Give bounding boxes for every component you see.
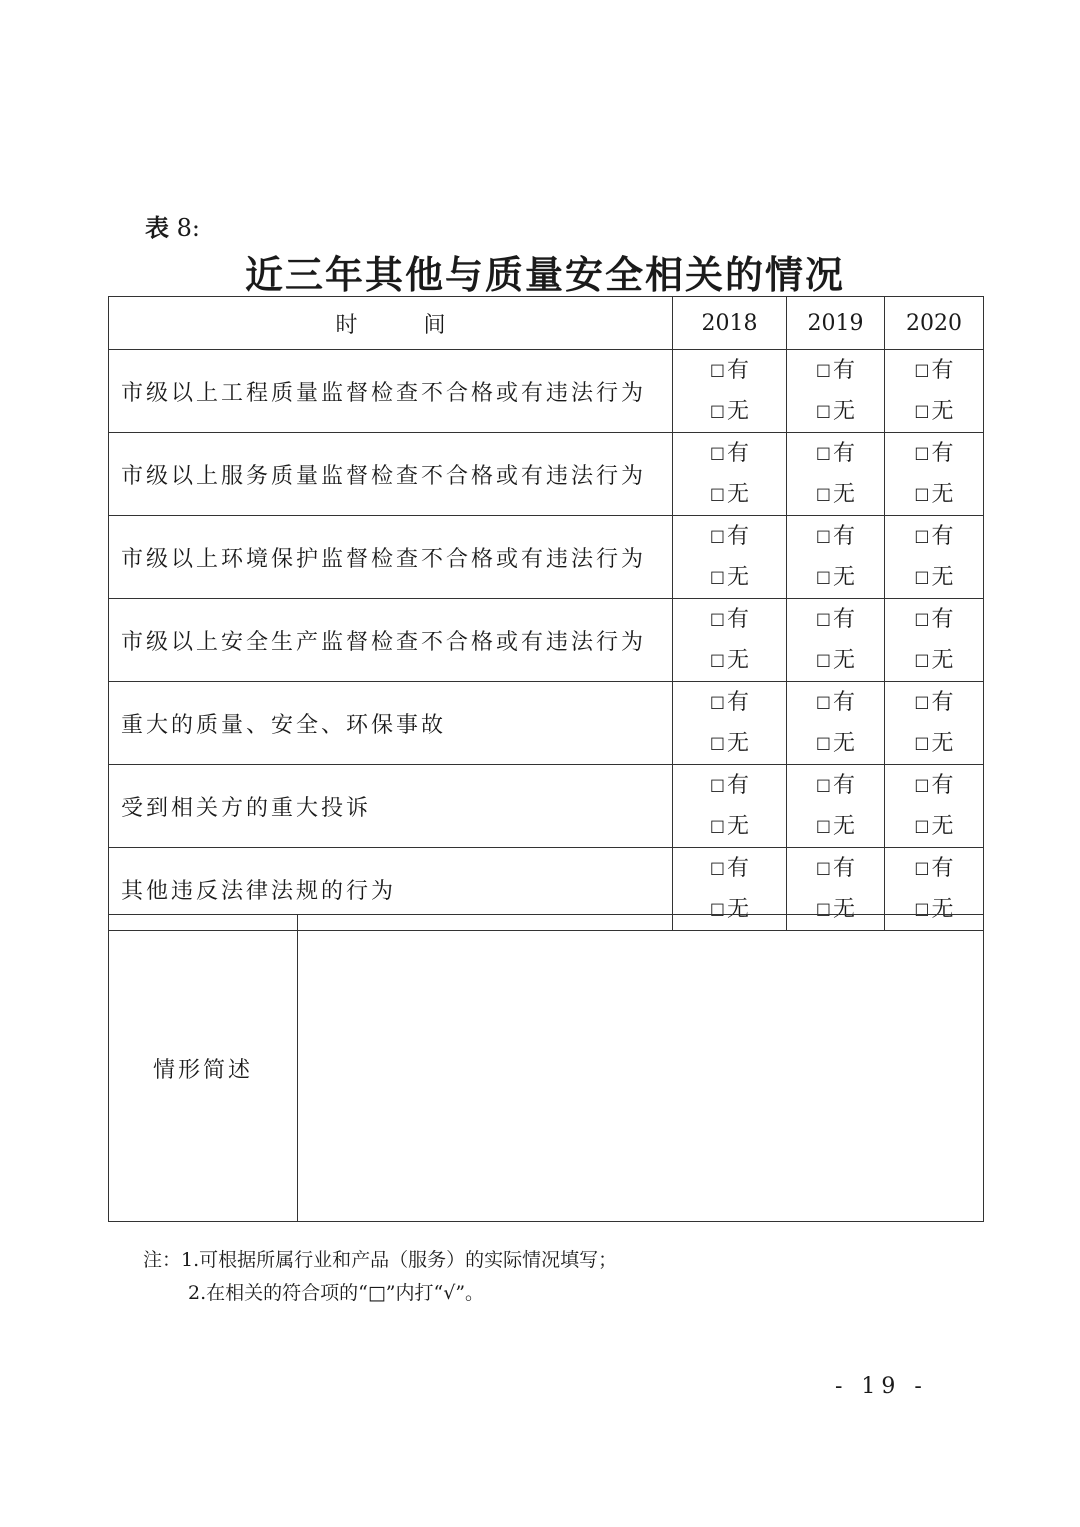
option-yes-label: 有: [833, 358, 856, 383]
option-no[interactable]: [787, 474, 884, 515]
checkbox-icon[interactable]: □: [815, 692, 832, 711]
header-year-2018: 2018: [673, 297, 787, 350]
option-no-label: 无: [833, 814, 856, 839]
option-yes[interactable]: [885, 516, 983, 557]
checkbox-icon[interactable]: □: [815, 526, 832, 545]
option-cell-2018: [673, 765, 787, 848]
option-no[interactable]: [787, 640, 884, 681]
option-cell-2019: [787, 433, 885, 516]
option-yes[interactable]: [885, 350, 983, 391]
checkbox-icon[interactable]: □: [914, 526, 930, 545]
option-cell-2020: [885, 599, 984, 682]
header-time-char-1: 时: [335, 312, 358, 338]
option-yes[interactable]: [673, 848, 786, 889]
checkbox-icon[interactable]: □: [709, 899, 726, 918]
option-yes[interactable]: [787, 848, 884, 889]
option-no-label: 无: [727, 482, 750, 507]
option-yes-label: 有: [931, 524, 954, 549]
checkbox-icon[interactable]: □: [914, 609, 930, 628]
option-yes-label: 有: [833, 441, 856, 466]
checkbox-icon[interactable]: □: [815, 816, 832, 835]
option-yes-label: 有: [931, 607, 954, 632]
table-label-prefix: 表: [145, 214, 169, 242]
option-no[interactable]: [673, 806, 786, 847]
table-row: [109, 765, 984, 848]
checkbox-icon[interactable]: □: [815, 484, 832, 503]
option-no-label: 无: [931, 482, 954, 507]
option-cell-2019: [787, 599, 885, 682]
option-no[interactable]: [787, 391, 884, 432]
option-yes-label: 有: [833, 607, 856, 632]
option-no[interactable]: [787, 557, 884, 598]
option-cell-2020: [885, 516, 984, 599]
checkbox-icon[interactable]: □: [914, 816, 930, 835]
checkbox-icon[interactable]: □: [914, 484, 930, 503]
option-yes-label: 有: [727, 856, 750, 881]
header-row: [109, 297, 984, 350]
option-no-label: 无: [727, 399, 750, 424]
option-yes-label: 有: [833, 856, 856, 881]
option-yes-label: 有: [931, 441, 954, 466]
option-cell-2018: [673, 682, 787, 765]
option-cell-2018: [673, 516, 787, 599]
option-cell-2018: [673, 433, 787, 516]
option-no-label: 无: [833, 399, 856, 424]
option-yes[interactable]: [673, 765, 786, 806]
header-time-char-2: 间: [423, 312, 446, 338]
checkbox-icon[interactable]: □: [815, 733, 832, 752]
table-row: [109, 682, 984, 765]
checkbox-icon[interactable]: □: [709, 858, 726, 877]
checkbox-icon[interactable]: □: [709, 816, 726, 835]
description-table: [108, 914, 984, 1222]
option-yes[interactable]: [673, 682, 786, 723]
option-cell-2018: [673, 350, 787, 433]
option-yes-label: 有: [833, 524, 856, 549]
checkbox-icon[interactable]: □: [914, 443, 930, 462]
option-no[interactable]: [885, 806, 983, 847]
checkbox-icon[interactable]: □: [709, 484, 726, 503]
item-label: 其他违反法律法规的行为: [109, 848, 673, 931]
table-label: [145, 208, 200, 243]
notes: [143, 1244, 617, 1310]
checkbox-icon[interactable]: □: [815, 567, 832, 586]
table-row: [109, 599, 984, 682]
option-no[interactable]: [787, 723, 884, 764]
option-cell-2020: [885, 765, 984, 848]
checkbox-icon[interactable]: □: [914, 401, 930, 420]
option-yes[interactable]: [885, 682, 983, 723]
note-line-1: 注：1.可根据所属行业和产品（服务）的实际情况填写；: [143, 1249, 618, 1271]
header-year-2020: 2020: [885, 297, 984, 350]
option-no-label: 无: [931, 897, 954, 922]
checkbox-icon[interactable]: □: [914, 692, 930, 711]
option-no-label: 无: [727, 731, 750, 756]
checkbox-icon[interactable]: □: [709, 567, 726, 586]
option-yes-label: 有: [727, 524, 750, 549]
option-cell-2020: [885, 682, 984, 765]
option-no[interactable]: [885, 474, 983, 515]
option-no-label: 无: [931, 565, 954, 590]
item-label: 重大的质量、安全、环保事故: [109, 682, 673, 765]
option-no-label: 无: [727, 648, 750, 673]
option-yes-label: 有: [727, 607, 750, 632]
item-label: 市级以上环境保护监督检查不合格或有违法行为: [109, 516, 673, 599]
option-cell-2020: [885, 433, 984, 516]
checkbox-icon[interactable]: □: [914, 899, 930, 918]
option-no[interactable]: [673, 640, 786, 681]
checkbox-icon[interactable]: □: [815, 899, 832, 918]
option-yes-label: 有: [931, 773, 954, 798]
option-yes[interactable]: [787, 682, 884, 723]
checkbox-icon[interactable]: □: [914, 858, 930, 877]
item-label: 市级以上安全生产监督检查不合格或有违法行为: [109, 599, 673, 682]
checkbox-icon[interactable]: □: [709, 733, 726, 752]
item-label: 市级以上工程质量监督检查不合格或有违法行为: [109, 350, 673, 433]
option-yes[interactable]: [673, 516, 786, 557]
option-yes-label: 有: [727, 358, 750, 383]
checkbox-icon[interactable]: □: [709, 775, 726, 794]
checkbox-icon[interactable]: □: [815, 650, 832, 669]
option-yes[interactable]: [673, 433, 786, 474]
option-no[interactable]: [885, 391, 983, 432]
header-time: [109, 297, 673, 350]
checkbox-icon[interactable]: □: [709, 609, 726, 628]
option-no-label: 无: [833, 897, 856, 922]
option-yes[interactable]: [787, 350, 884, 391]
checkbox-icon[interactable]: □: [709, 526, 726, 545]
option-cell-2020: [885, 350, 984, 433]
option-no-label: 无: [727, 897, 750, 922]
checkbox-icon[interactable]: □: [709, 360, 726, 379]
page-title: 近三年其他与质量安全相关的情况: [244, 253, 845, 297]
option-yes[interactable]: [787, 599, 884, 640]
checkbox-icon[interactable]: □: [709, 401, 726, 420]
option-yes[interactable]: [885, 848, 983, 889]
option-yes[interactable]: [885, 433, 983, 474]
checkbox-icon[interactable]: □: [709, 692, 726, 711]
note-line-2: 2.在相关的符合项的“□”内打“√”。: [188, 1282, 485, 1304]
option-no-label: 无: [833, 648, 856, 673]
option-no-label: 无: [833, 482, 856, 507]
option-yes[interactable]: [787, 516, 884, 557]
checkbox-icon[interactable]: □: [914, 733, 930, 752]
header-year-2019: 2019: [787, 297, 885, 350]
option-cell-2019: [787, 765, 885, 848]
option-yes-label: 有: [931, 690, 954, 715]
option-no[interactable]: [885, 640, 983, 681]
table-row: [109, 516, 984, 599]
checkbox-icon[interactable]: □: [914, 650, 930, 669]
option-yes-label: 有: [727, 441, 750, 466]
table-label-number: 8:: [169, 214, 200, 242]
description-label: 情形简述: [109, 915, 298, 1222]
option-yes-label: 有: [833, 773, 856, 798]
option-yes[interactable]: [673, 599, 786, 640]
option-no-label: 无: [931, 648, 954, 673]
option-cell-2019: [787, 516, 885, 599]
option-no-label: 无: [931, 814, 954, 839]
situation-table: [108, 296, 984, 931]
option-no-label: 无: [833, 565, 856, 590]
option-yes-label: 有: [833, 690, 856, 715]
option-yes-label: 有: [931, 856, 954, 881]
option-no[interactable]: [673, 391, 786, 432]
option-yes[interactable]: [885, 765, 983, 806]
option-no[interactable]: [673, 474, 786, 515]
option-no-label: 无: [727, 565, 750, 590]
option-no[interactable]: [787, 806, 884, 847]
option-cell-2018: [673, 599, 787, 682]
option-no[interactable]: [673, 557, 786, 598]
option-yes[interactable]: [885, 599, 983, 640]
checkbox-icon[interactable]: □: [709, 650, 726, 669]
option-no[interactable]: [885, 557, 983, 598]
checkbox-icon[interactable]: □: [914, 360, 930, 379]
checkbox-icon[interactable]: □: [709, 443, 726, 462]
checkbox-icon[interactable]: □: [815, 775, 832, 794]
checkbox-icon[interactable]: □: [815, 401, 832, 420]
table-row: [109, 433, 984, 516]
option-cell-2019: [787, 350, 885, 433]
option-no-label: 无: [833, 731, 856, 756]
page-number: - 19 -: [835, 1374, 928, 1399]
option-yes-label: 有: [727, 690, 750, 715]
item-label: 市级以上服务质量监督检查不合格或有违法行为: [109, 433, 673, 516]
option-no-label: 无: [931, 731, 954, 756]
table-row: [109, 350, 984, 433]
option-yes[interactable]: [787, 765, 884, 806]
option-yes-label: 有: [931, 358, 954, 383]
option-no-label: 无: [727, 814, 750, 839]
checkbox-icon[interactable]: □: [815, 609, 832, 628]
checkbox-icon[interactable]: □: [815, 443, 832, 462]
option-no[interactable]: [673, 723, 786, 764]
option-yes-label: 有: [727, 773, 750, 798]
description-field[interactable]: [298, 915, 984, 1222]
option-no[interactable]: [885, 723, 983, 764]
option-cell-2019: [787, 682, 885, 765]
option-yes[interactable]: [673, 350, 786, 391]
option-yes[interactable]: [787, 433, 884, 474]
checkbox-icon[interactable]: □: [815, 360, 832, 379]
item-label: 受到相关方的重大投诉: [109, 765, 673, 848]
checkbox-icon[interactable]: □: [914, 567, 930, 586]
checkbox-icon[interactable]: □: [815, 858, 832, 877]
option-no-label: 无: [931, 399, 954, 424]
checkbox-icon[interactable]: □: [914, 775, 930, 794]
